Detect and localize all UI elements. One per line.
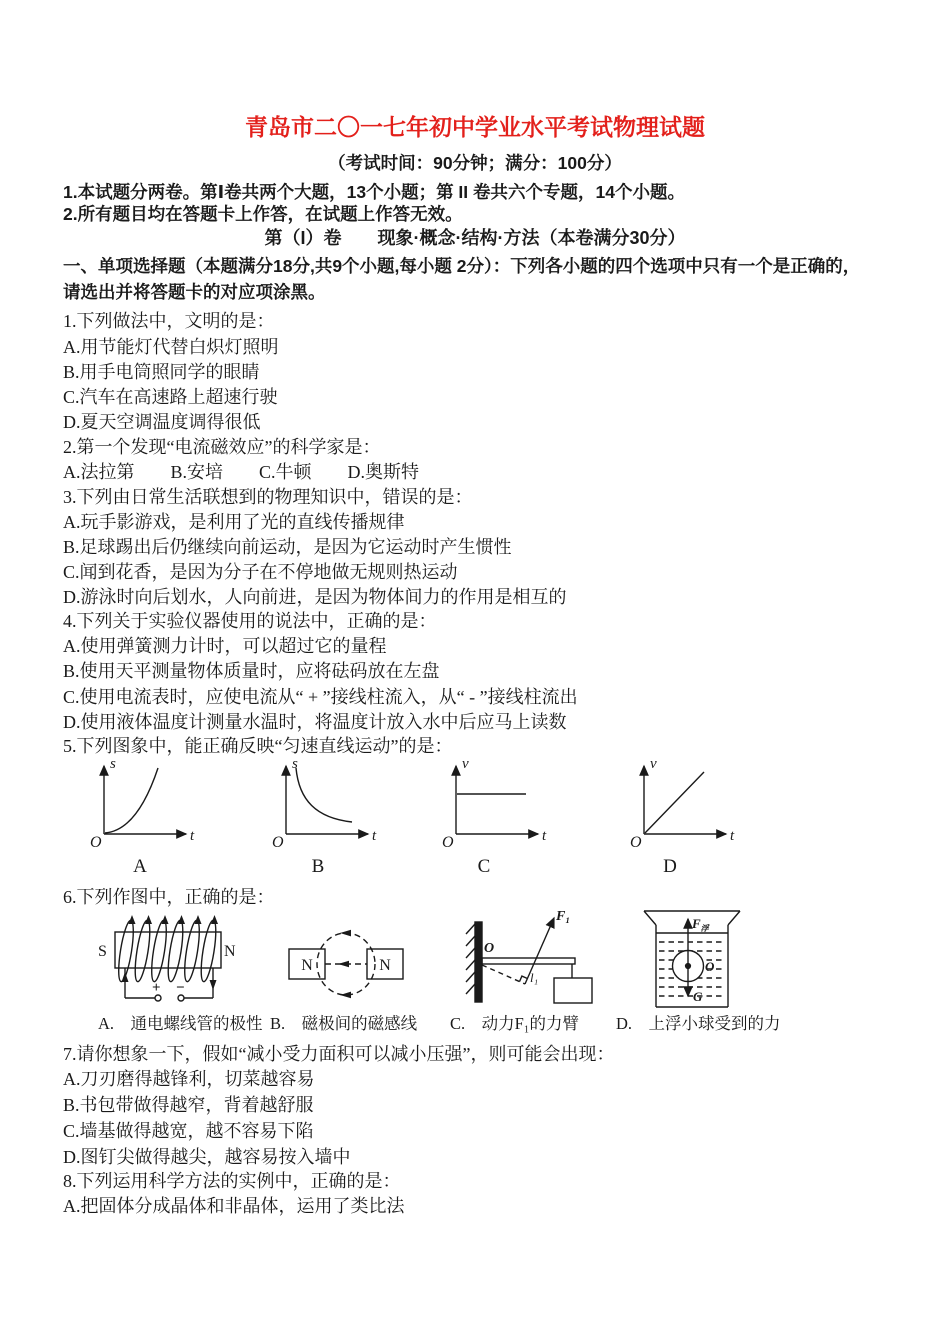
notice-line-1: 1.本试题分两卷。第Ⅰ卷共两个大题，13个小题；第 II 卷共六个专题，14个小题。 (63, 182, 685, 202)
q6-diagram-lever-arm (455, 908, 595, 1010)
q8-stem: 8.下列运用科学方法的实例中，正确的是： (63, 1171, 401, 1191)
q6-diagram-magnet-field-lines (283, 928, 408, 1000)
x-axis-label: t (190, 828, 195, 844)
x-axis-label: t (730, 828, 735, 844)
origin-label: O (442, 834, 454, 851)
q6-caption-c: C. 动力F₁的力臂 (450, 1014, 580, 1033)
hanging-weight (554, 978, 592, 1003)
exam-time-subtitle: （考试时间：90分钟；满分：100分） (328, 153, 622, 173)
q7-option-a: A.刀刃磨得越锋利，切菜越容易 (63, 1069, 315, 1089)
q5-graph-a-st-accelerating (84, 752, 204, 852)
q5-graph-d-vt-linear (624, 752, 744, 852)
q6-caption-d: D. 上浮小球受到的力 (616, 1014, 781, 1033)
q3-option-a: A.玩手影游戏，是利用了光的直线传播规律 (63, 512, 405, 532)
arm-l1-label: l₁ (530, 970, 539, 985)
pivot-label: O (484, 941, 495, 956)
minus-label: − (176, 980, 185, 996)
y-axis-label: v (650, 756, 657, 772)
current-up-arrow (122, 972, 129, 982)
field-arrow-middle (338, 961, 349, 968)
line-increasing-velocity (645, 772, 704, 833)
ball-center-label: O (705, 959, 715, 974)
q3-option-c: C.闻到花香，是因为分子在不停地做无规则热运动 (63, 562, 458, 582)
part1-header: 第（I）卷 现象·概念·结构·方法（本卷满分30分） (264, 228, 686, 248)
q5-graph-d-label: D (663, 856, 677, 877)
current-down-arrow (210, 980, 217, 990)
south-pole-label: S (98, 943, 107, 960)
gravity-label: G (693, 989, 703, 1004)
q7-option-b: B.书包带做得越窄，背着越舒服 (63, 1095, 314, 1115)
q1-option-b: B.用手电筒照同学的眼睛 (63, 362, 260, 382)
q6-caption-b: B. 磁极间的磁感线 (270, 1014, 418, 1033)
plus-label: + (152, 980, 161, 996)
force-f1-label: F₁ (556, 909, 571, 924)
lever-beam (482, 958, 575, 964)
q4-option-a: A.使用弹簧测力计时，可以超过它的量程 (63, 636, 387, 656)
q5-graph-c-label: C (477, 856, 491, 877)
north-pole-label: N (224, 943, 236, 960)
q5-graph-c-vt-constant (436, 752, 556, 852)
page-title: 青岛市二〇一七年初中学业水平考试物理试题 (245, 114, 705, 140)
origin-label: O (272, 834, 284, 851)
q7-option-d: D.图钉尖做得越尖，越容易按入墙中 (63, 1147, 351, 1167)
y-axis-label: s (110, 756, 116, 772)
notice-line-2: 2.所有题目均在答题卡上作答，在试题上作答无效。 (63, 204, 463, 224)
q1-option-c: C.汽车在高速路上超速行驶 (63, 387, 278, 407)
q5-graph-a-label: A (133, 856, 147, 877)
left-pole-label: N (301, 957, 313, 974)
curve-decreasing (296, 768, 352, 822)
q4-stem: 4.下列关于实验仪器使用的说法中，正确的是： (63, 611, 437, 631)
y-axis-label: v (462, 756, 469, 772)
q3-option-b: B.足球踢出后仍继续向前运动，是因为它运动时产生惯性 (63, 537, 512, 557)
q5-stem: 5.下列图象中，能正确反映“匀速直线运动”的是： (63, 736, 453, 756)
solenoid-coils (116, 915, 219, 982)
origin-label: O (90, 834, 102, 851)
q8-option-a: A.把固体分成晶体和非晶体，运用了类比法 (63, 1196, 405, 1216)
q6-caption-a: A. 通电螺线管的极性 (98, 1014, 263, 1033)
q4-option-d: D.使用液体温度计测量水温时，将温度计放入水中后应马上读数 (63, 712, 567, 732)
q3-stem: 3.下列由日常生活联想到的物理知识中，错误的是： (63, 487, 473, 507)
q4-option-c: C.使用电流表时，应使电流从“ + ”接线柱流入，从“ - ”接线柱流出 (63, 687, 578, 707)
q5-graph-b-label: B (311, 856, 325, 877)
q7-option-c: C.墙基做得越宽，越不容易下陷 (63, 1121, 314, 1141)
q1-option-a: A.用节能灯代替白炽灯照明 (63, 337, 279, 357)
q1-stem: 1.下列做法中，文明的是： (63, 311, 275, 331)
right-pole-label: N (379, 957, 391, 974)
section-intro-line1: 一、单项选择题（本题满分18分,共9个小题,每小题 2分）：下列各小题的四个选项中只有一个是正确的， (63, 256, 861, 276)
origin-label: O (630, 834, 642, 851)
q2-stem: 2.第一个发现“电流磁效应”的科学家是： (63, 437, 381, 457)
q6-diagram-solenoid (95, 910, 240, 1010)
q3-option-d: D.游泳时向后划水，人向前进，是因为物体间力的作用是相互的 (63, 587, 567, 607)
field-arrow-bottom (340, 992, 351, 999)
y-axis-label: s (292, 756, 298, 772)
field-arrow-top (340, 930, 351, 937)
wall (466, 922, 482, 1002)
q2-options-inline: A.法拉第 B.安培 C.牛顿 D.奥斯特 (63, 462, 420, 482)
q6-stem: 6.下列作图中，正确的是： (63, 887, 275, 907)
x-axis-label: t (542, 828, 547, 844)
q5-graph-b-st-decreasing (266, 752, 386, 852)
lever-arm-dashed-line (482, 965, 525, 984)
q7-stem: 7.请你想象一下，假如“减小受力面积可以减小压强”，则可能会出现： (63, 1044, 615, 1064)
q6-diagram-floating-ball-forces (642, 906, 742, 1011)
buoyancy-label: $F_浮$ (692, 916, 709, 933)
curve-concave-up (105, 768, 158, 833)
x-axis-label: t (372, 828, 377, 844)
q1-option-d: D.夏天空调温度调得很低 (63, 412, 261, 432)
q4-option-b: B.使用天平测量物体质量时，应将砝码放在左盘 (63, 661, 440, 681)
section-intro-line2: 请选出并将答题卡的对应项涂黑。 (63, 282, 326, 302)
